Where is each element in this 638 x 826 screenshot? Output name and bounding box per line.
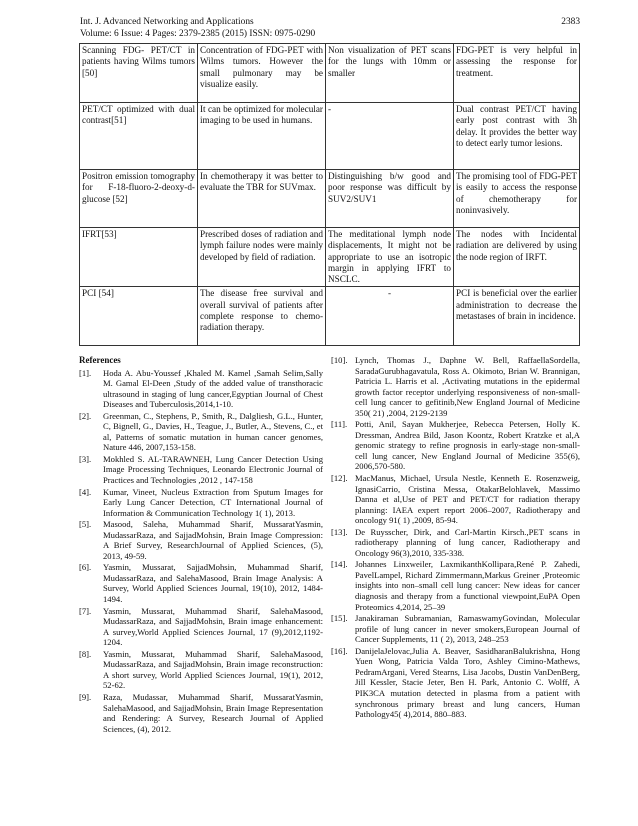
reference-list-left xyxy=(79,368,323,735)
page-number: 2383 xyxy=(561,17,580,27)
reference-number: [13]. xyxy=(331,526,348,537)
reference-number: [4]. xyxy=(79,486,92,497)
table-body xyxy=(80,44,580,346)
reference-item xyxy=(79,606,323,648)
cell-outcome: PCI is beneficial over the earlier administration to decrease the metastases of brain in incidence. xyxy=(454,287,580,346)
table-row xyxy=(80,228,580,287)
reference-number: [11]. xyxy=(331,419,348,430)
references-heading: References xyxy=(79,355,121,365)
reference-item xyxy=(331,473,580,526)
cell-technique: IFRT[53] xyxy=(80,228,198,287)
cell-outcome: The promising tool of FDG-PET is easily to access the response of chemotherapy for noninvasively. xyxy=(454,170,580,228)
reference-item xyxy=(331,613,580,645)
reference-text: De Ruysscher, Dirk, and Carl-Martin Kirsch.,PET scans in radiotherapy planning of lung cancer, Radiotherapy and Oncology 96(3),2010, 335-338. xyxy=(355,526,580,558)
reference-text: Greenman, C., Stephens, P., Smith, R., Dalgliesh, G.L., Hunter, C, Bignell, G., Davies, H., Teague, J., Butler, A., Stevens, C., et al, Patterns of somatic mutation in human cancer genomes, Nature 446, 2007,153-158. xyxy=(103,410,323,453)
reference-text: DanijelaJelovac,Julia A. Beaver, SasidharanBalukrishna, Hong Yuen Wong, Patricia Valda Toro, Ashley Cimino-Mathews, PedramArgani, Vered Stearns, Lisa Jacobs, Dustin VanDenBerg, Jill Kessler, Stacie Jeter, Ben H. Park, Antonio C. Wolff, A PIK3CA mutation detected in plasma from a patient with synchronous primary breast and lung cancers, Human Pathology45( 4),2014, 880–883. xyxy=(355,645,580,720)
table-row xyxy=(80,44,580,103)
reference-item xyxy=(331,419,580,472)
reference-number: [5]. xyxy=(79,519,92,530)
reference-item xyxy=(331,646,580,720)
reference-item xyxy=(79,562,323,604)
cell-technique: PET/CT optimized with dual contrast[51] xyxy=(80,103,198,170)
reference-text: Yasmin, Mussarat, SajjadMohsin, Muhammad Sharif, MudassarRaza, and SalehaMasood, Brain Image Analysis: A Survey, World Applied Sciences Journal, 19(10), 2012, 1484-1494. xyxy=(103,562,323,605)
reference-item xyxy=(79,411,323,453)
journal-header xyxy=(80,16,580,40)
cell-limitation: - xyxy=(326,287,454,346)
cell-outcome: Dual contrast PET/CT having early post contrast with 3h delay. It provides the better way to detect early tumor lesions. xyxy=(454,103,580,170)
cell-limitation: Distinguishing b/w good and poor response was difficult by SUV2/SUV1 xyxy=(326,170,454,228)
cell-limitation: - xyxy=(326,103,454,170)
reference-text: Hoda A. Abu-Youssef ,Khaled M. Kamel ,Samah Selim,Sally M. Gamal El-Deen ,Study of the added value of transthoracic ultrasound in staging of lung cancer,Egyptian Journal of Chest Diseases and Tuberculosis,2014,1-10. xyxy=(103,367,323,410)
reference-number: [3]. xyxy=(79,453,92,464)
cell-advantage: Prescribed doses of radiation and lymph failure nodes were mainly developed by field of radiation. xyxy=(198,228,326,287)
cell-outcome: FDG-PET is very helpful in assessing the response for treatment. xyxy=(454,44,580,103)
table-row xyxy=(80,287,580,346)
cell-advantage: It can be optimized for molecular imaging to be used in humans. xyxy=(198,103,326,170)
cell-outcome: The nodes with Incidental radiation are delivered by using the node region of IRFT. xyxy=(454,228,580,287)
reference-text: Lynch, Thomas J., Daphne W. Bell, RaffaellaSordella, SaradaGurubhagavatula, Ross A. Okimoto, Brian W. Brannigan, Patricia L. Harris et al. ,Activating mutations in the epidermal growth factor receptor underlying responsiveness of non-small-cell lung cancer to gefitinib,New England Journal of Medicine 350( 21) ,2004, 2129-2139 xyxy=(355,355,580,418)
reference-item xyxy=(79,692,323,734)
references-right-column xyxy=(331,355,580,721)
reference-item xyxy=(331,527,580,559)
cell-limitation: Non visualization of PET scans for the lungs with 10mm or smaller xyxy=(326,44,454,103)
reference-number: [10]. xyxy=(331,355,348,365)
reference-number: [14]. xyxy=(331,559,348,570)
reference-number: [6]. xyxy=(79,562,92,573)
cell-advantage: Concentration of FDG-PET with Wilms tumors. However the small pulmonary may be visualize easily. xyxy=(198,44,326,103)
reference-number: [16]. xyxy=(331,645,348,656)
reference-text: Masood, Saleha, Muhammad Sharif, MussaratYasmin, MudassarRaza, and SajjadMohsin, Brain Image Compression: A Brief Survey, ResearchJournal of Applied Sciences, (5), 2013, 49-59. xyxy=(103,519,323,561)
reference-text: Yasmin, Mussarat, Muhammad Sharif, SalehaMasood, MudassarRaza, and SajjadMohsin, Brain image enhancement: A survey,World Applied Sciences Journal, 17 (9),2012,1192-1204. xyxy=(103,605,323,648)
cell-advantage: In chemotherapy it was better to evaluate the TBR for SUVmax. xyxy=(198,170,326,228)
reference-number: [7]. xyxy=(79,605,92,616)
cell-technique: Positron emission tomography for F-18-fluoro-2-deoxy-d-glucose [52] xyxy=(80,170,198,228)
reference-text: Kumar, Vineet, Nucleus Extraction from Sputum Images for Early Lung Cancer Detection, CT International Journal of Information & Communication Technology 1( 1), 2013. xyxy=(103,486,323,518)
reference-item xyxy=(331,355,580,418)
reference-number: [1]. xyxy=(79,367,92,378)
reference-text: MacManus, Michael, Ursula Nestle, Kenneth E. Rosenzweig, IgnasiCarrio, Cristina Messa, OtakarBelohlavek, Massimo Danna et al,Use of PET and PET/CT for radiation therapy planning: IAEA expert report 2006–2007, Radiotherapy and oncology 91( 1) ,2009, 85-94. xyxy=(355,473,580,526)
reference-number: [15]. xyxy=(331,613,348,624)
table-row xyxy=(80,170,580,228)
cell-advantage: The disease free survival and overall survival of patients after complete response to chemo-radiation therapy. xyxy=(198,287,326,346)
reference-item xyxy=(79,487,323,519)
reference-text: Potti, Anil, Sayan Mukherjee, Rebecca Petersen, Holly K. Dressman, Andrea Bild, Jason Koontz, Robert Kratzke et al,A genomic strategy to refine prognosis in early-stage non-small-cell lung cancer, New England Journal of Medicine 355(6), 2006,570-580. xyxy=(355,419,580,472)
comparison-table xyxy=(79,43,580,346)
reference-text: Raza, Mudassar, Muhammad Sharif, MussaratYasmin, SalehaMasood, and SajjadMohsin, Brain Image Representation and Rendering: A Survey, Research Journal of Applied Sciences, (4), 2012. xyxy=(103,691,323,734)
reference-item xyxy=(79,519,323,561)
table-row xyxy=(80,103,580,170)
reference-text: Yasmin, Mussarat, Muhammad Sharif, SalehaMasood, MudassarRaza, and SajjadMohsin, Brain image reconstruction: A short survey, World Applied Sciences Journal, 19(1), 2012, 52-62. xyxy=(103,648,323,691)
reference-number: [8]. xyxy=(79,648,92,659)
journal-volume-info: Volume: 6 Issue: 4 Pages: 2379-2385 (2015) ISSN: 0975-0290 xyxy=(80,29,316,39)
references-left-column xyxy=(79,355,323,735)
reference-list-right xyxy=(331,355,580,720)
reference-text: Mokhled S. AL-TARAWNEH, Lung Cancer Detection Using Image Processing Techniques, Leonardo Electronic Journal of Practices and Technologies ,2012 , 147-158 xyxy=(103,453,323,486)
reference-item xyxy=(79,454,323,486)
reference-number: [9]. xyxy=(79,691,92,702)
cell-limitation: The meditational lymph node displacements, It might not be appropriate to use an isotropic margin in applying IFRT to NSCLC. xyxy=(326,228,454,287)
reference-item xyxy=(79,649,323,691)
reference-item xyxy=(79,368,323,410)
reference-text: Johannes Linxweiler, LaxmikanthKollipara,René P. Zahedi, PavelLampel, Richard Zimmermann,Markus Greiner ,Proteomic insights into non–small cell lung cancer: New ideas for cancer diagnosis and therapy from a functional viewpoint,EuPA Open Proteomics 4,2014, 25–39 xyxy=(355,559,580,612)
reference-number: [2]. xyxy=(79,410,92,421)
journal-title: Int. J. Advanced Networking and Applications xyxy=(80,17,254,27)
reference-text: Janakiraman Subramanian, RamaswamyGovindan, Molecular profile of lung cancer in never smokers,European Journal of Cancer Supplements, 11 ( 2), 2013, 248–253 xyxy=(355,613,580,645)
reference-number: [12]. xyxy=(331,473,348,484)
cell-technique: Scanning FDG- PET/CT in patients having Wilms tumors [50] xyxy=(80,44,198,103)
reference-item xyxy=(331,559,580,612)
cell-technique: PCI [54] xyxy=(80,287,198,346)
